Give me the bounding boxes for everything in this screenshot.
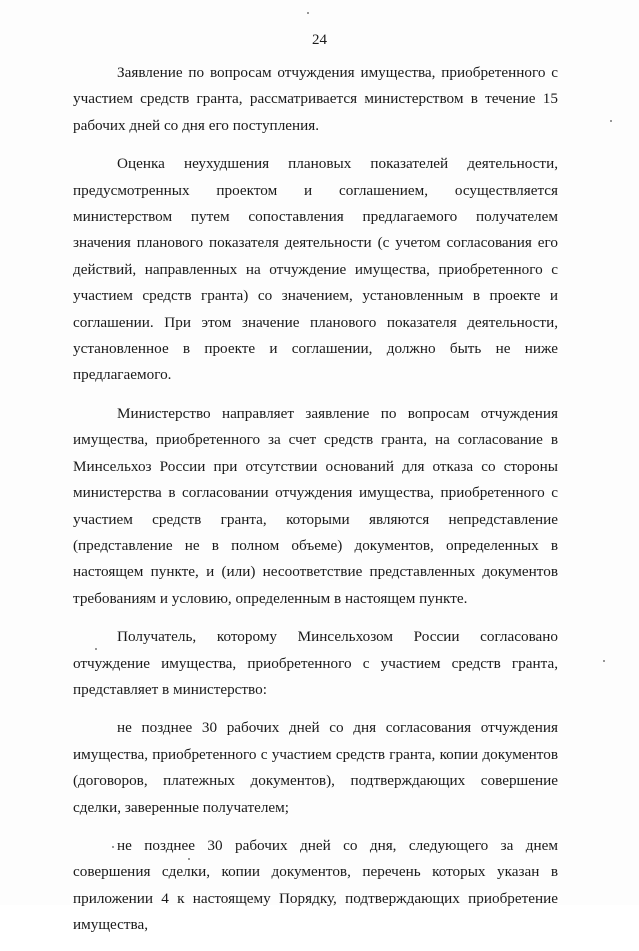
scan-speck bbox=[112, 846, 114, 848]
paragraph-5: не позднее 30 рабочих дней со дня согласования отчуждения имущества, приобретенного с участием средств гранта, копии документов (договоров, платежных документов), подтверждающих совершение сделки, заверенные получателем; bbox=[73, 719, 558, 816]
scan-speck bbox=[188, 858, 190, 860]
scan-speck bbox=[603, 660, 605, 662]
scan-speck bbox=[95, 648, 97, 650]
document-body bbox=[73, 60, 558, 951]
paragraph-6: не позднее 30 рабочих дней со дня, следующего за днем совершения сделки, копии документов, перечень которых указан в приложении 4 к настоящему Порядку, подтверждающих приобретение имущества, bbox=[73, 836, 558, 934]
paragraph-2: Оценка неухудшения плановых показателей деятельности, предусмотренных проектом и соглашением, осуществляется министерством путем сопоставления предлагаемого получателем значения планового показателя деятельности (с учетом согласования его действий, направленных на отчуждение имущества, приобретенного с участием средств гранта) со значением, установленным в проекте и соглашении. При этом значение планового показателя деятельности, установленное в проекте и соглашении, должно быть не ниже предлагаемого. bbox=[73, 155, 558, 384]
scan-speck bbox=[610, 120, 612, 122]
paragraph-1: Заявление по вопросам отчуждения имущества, приобретенного с участием средств гранта, рассматривается министерством в течение 15 рабочих дней со дня его поступления. bbox=[73, 64, 558, 134]
scan-speck bbox=[307, 12, 309, 14]
paragraph-4: Получатель, которому Минсельхозом России согласовано отчуждение имущества, приобретенного с участием средств гранта, представляет в министерство: bbox=[73, 628, 558, 698]
page-number: 24 bbox=[312, 32, 327, 48]
paragraph-3: Министерство направляет заявление по вопросам отчуждения имущества, приобретенного за счет средств гранта, на согласование в Минсельхоз России при отсутствии оснований для отказа со стороны министерства в согласовании отчуждения имущества, приобретенного с участием средств гранта, которыми являются непредставление (представление не в полном объеме) документов, определенных в настоящем пункте, и (или) несоответствие представленных документов требованиям и условию, определенным в настоящем пункте. bbox=[73, 404, 558, 607]
